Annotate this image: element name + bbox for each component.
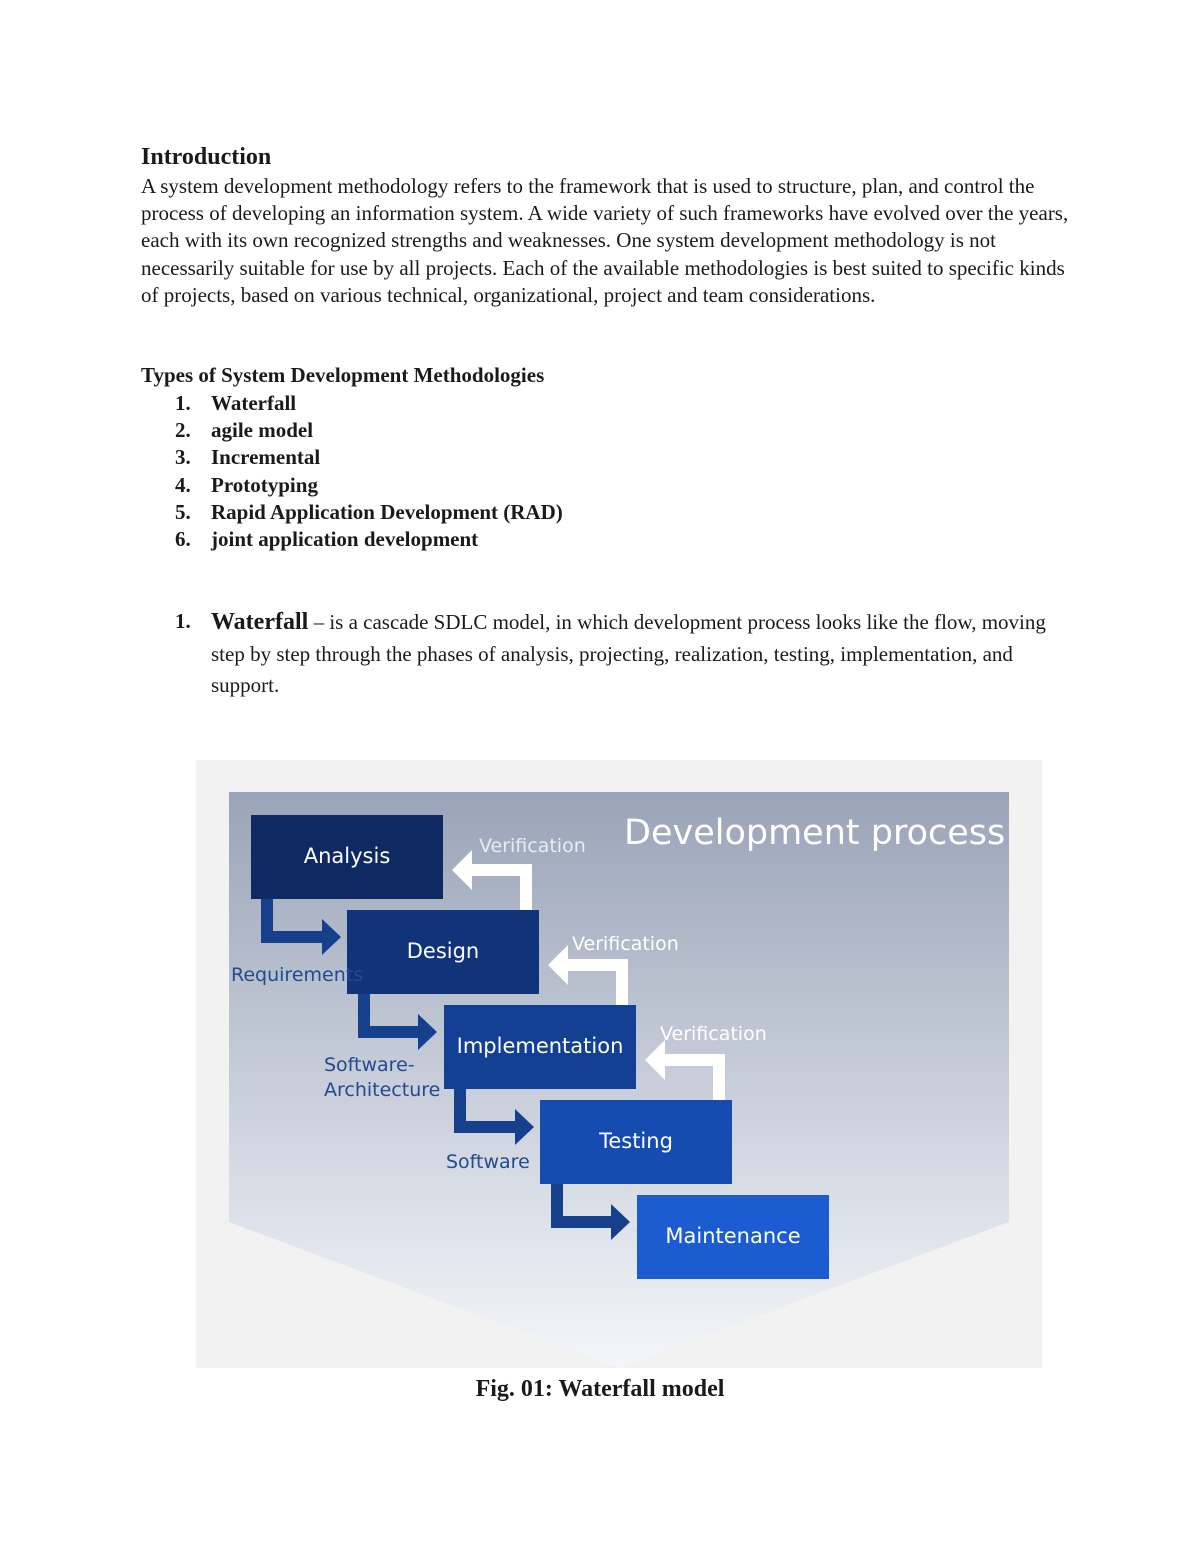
description-number: 1. [175,609,191,633]
phase-label-maintenance: Maintenance [665,1224,801,1248]
figure-caption: Fig. 01: Waterfall model [475,1376,725,1402]
list-item: 1. Waterfall [175,391,297,415]
list-item: 4. Prototyping [175,472,318,497]
handoff-label-requirements: Requirements [231,964,364,986]
handoff-label-software: Software [446,1151,530,1173]
intro-paragraph: A system development methodology refers to the framework that is used to structure, plan, and control the process of developing an information system. A wide variety of such frameworks have evolved over the years, each with its own recognized strengths and weaknesses. One system development methodology is not necessarily suitable for use by all projects. Each of the available methodologies is best suited to specific kinds of projects, based on various technical, organizational, project and team considerations. [141,174,1069,307]
phase-label-testing: Testing [599,1129,673,1153]
list-item: 5. Rapid Application Development (RAD) [175,499,563,524]
phase-label-analysis: Analysis [303,844,391,868]
list-item: 2. agile model [175,418,314,443]
handoff-label-software-architecture: Software- [324,1054,415,1076]
list-item: 6. joint application development [175,526,479,551]
methodology-list [141,390,563,553]
list-item: 3. Incremental [175,445,321,470]
intro-heading: Introduction [141,144,272,170]
verification-label: Verification [479,835,586,857]
description-term: Waterfall [211,609,309,635]
types-heading: Types of System Development Methodologies [141,363,545,387]
verification-label: Verification [660,1023,767,1045]
phase-label-design: Design [406,939,480,963]
verification-label: Verification [572,933,679,955]
waterfall-diagram [196,760,1042,1368]
figure-title: Development process [624,813,1006,853]
description-body: – is a cascade SDLC model, in which development process looks like the flow, moving step by step through the phases of analysis, projecting, realization, testing, implementation, and support. [211,610,1046,697]
waterfall-description [175,607,1065,702]
phase-label-implementation: Implementation [456,1034,624,1058]
description-text [211,607,1065,702]
handoff-label-software-architecture: Architecture [324,1079,441,1101]
